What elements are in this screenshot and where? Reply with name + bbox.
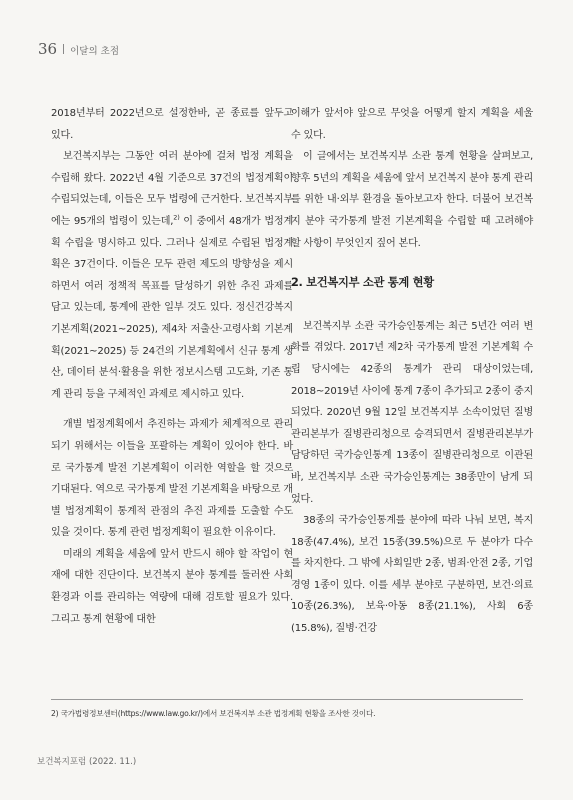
section-name: 이달의 초점 [70,46,119,57]
right-paragraph-1: 이해가 앞서야 앞으로 무엇을 어떻게 할지 계획을 세울 수 있다. [291,108,533,141]
left-paragraph-4: 미래의 계획을 세움에 앞서 반드시 해야 할 작업이 현재에 대한 진단이다. 보건복지 분야 통계를 둘러싼 사회 환경과 이를 관리하는 역량에 대해 검토할 필요가 있다. 그리고 통계 현황에 대한 [51,548,293,625]
right-paragraph-3: 보건복지부 소관 국가승인통계는 최근 5년간 여러 변화를 겪었다. 2017년 제2차 국가통계 발전 기본계획 수립 당시에는 42종의 통계가 관리 대상이었는데, 2018~2019년 사이에 통계 7종이 추가되고 2종이 중지되었다. 2020년 9월 12일 보건복지부 소속이었던 질병관리본부가 질병관리청으로 승격되면서 질병관리본부가 담당하던 국가승인통계 13종이 질병관리청으로 이관된 바, 보건복지부 소관 국가승인통계는 38종만이 남게 되었다. [291,320,533,505]
footnote-ref[interactable]: 2) [173,213,180,222]
left-column [51,103,293,630]
footnote: 2) 국가법령정보센터(https://www.law.go.kr/)에서 보건복지부 소관 법정계획 현황을 조사한 것이다. [51,709,376,718]
footnote-divider [51,699,523,700]
page-number: 36 [38,40,58,58]
section-heading: 2. 보건복지부 소관 통계 현황 [291,276,434,290]
left-paragraph-3: 개별 법정계획에서 추진하는 과제가 체계적으로 관리되기 위해서는 이들을 포괄하는 계획이 있어야 한다. 바로 국가통계 발전 기본계획이 이러한 역할을 할 것으로 기대된다. 역으로 국가통계 발전 기본계획을 바탕으로 개별 법정계획이 통계적 관점의 추진 과제를 도출할 수도 있을 것이다. 통계 관련 법정계획이 필요한 이유이다. [51,419,293,539]
right-paragraph-2: 이 글에서는 보건복지부 소관 통계 현황을 살펴보고, 향후 5년의 계획을 세움에 앞서 보건복지 분야 통계 관리를 위한 내·외부 환경을 돌아보고자 한다. 더불어 보건복지 분야 국가통계 발전 기본계획을 수립할 때 고려해야 할 사항이 무엇인지 짚어 본다. [291,151,533,249]
journal-footer: 보건복지포럼 (2022. 11.) [37,757,137,767]
left-paragraph-2-part-a: 보건복지부는 그동안 여러 분야에 걸쳐 법정 계획을 수립해 왔다. 2022년 4월 기준으로 37건의 법정계획이 수립되었는데, 이들은 모두 법령에 근거한다. 보건복지부에는 95개의 법령이 있는데, [51,151,293,227]
right-paragraph-4: 38종의 국가승인통계를 분야에 따라 나눠 보면, 복지 18종(47.4%), 보건 15종(39.5%)으로 두 분야가 다수를 차지한다. 그 밖에 사회일반 2종, 범죄·안전 2종, 기업경영 1종이 있다. 이를 세부 분야로 구분하면, 보건·의료 10종(26.3%), 보육·아동 8종(21.1%), 사회 6종(15.8%), 질병·건강 [291,515,533,635]
left-paragraph-2-part-b: 이 중에서 48개가 법정계획 수립을 명시하고 있다. 그러나 실제로 수립된 법정계획은 37건이다. 이들은 모두 관련 제도의 방향성을 제시하면서 여러 정책적 목표를 달성하기 위한 추진 과제를 담고 있는데, 통계에 관한 일부 것도 있다. 정신건강복지 기본계획(2021~2025), 제4차 저출산·고령사회 기본계획(2021~2025) 등 24건의 기본계획에서 신규 통계 생산, 데이터 분석·활용을 위한 정보시스템 고도화, 기존 통계 관리 등을 구체적인 과제로 제시하고 있다. [51,215,294,400]
left-paragraph-1: 2018년부터 2022년으로 설정한바, 곧 종료를 앞두고 있다. [51,108,293,141]
right-column [291,103,533,640]
left-paragraph-2 [51,146,293,405]
page-header [38,40,119,58]
header-separator [63,44,64,54]
